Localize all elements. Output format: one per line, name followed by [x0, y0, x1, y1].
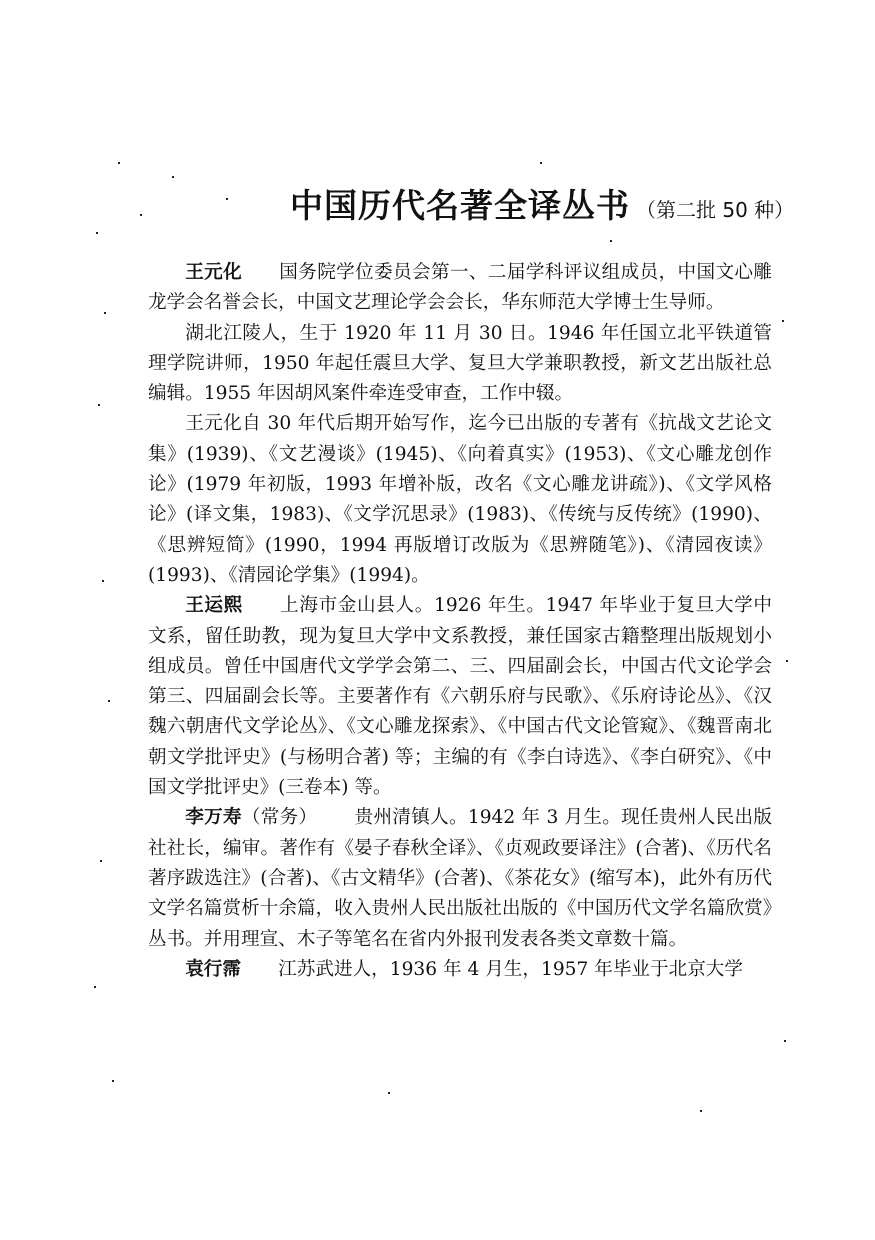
- page-title: [290, 180, 795, 227]
- editor-name-with-role: [185, 807, 317, 828]
- editor-role: （常务）: [241, 807, 318, 829]
- bio-paragraph: [148, 591, 772, 803]
- bio-paragraph: 湖北江陵人，生于 1920 年 11 月 30 日。1946 年任国立北平铁道管理学院讲师，1950 年起任震旦大学、复旦大学兼职教授，新文艺出版社总编辑。1955 年因胡风案件牵连受审查，工作中辍。: [148, 322, 772, 405]
- editor-name: 袁行霈: [185, 958, 241, 980]
- bio-text: 国务院学位委员会第一、二届学科评议组成员，中国文心雕龙学会名誉会长，中国文艺理论学会会长，华东师范大学博士生导师。: [148, 262, 772, 314]
- series-subtitle: （第二批 50 种）: [636, 198, 795, 222]
- editor-name: 李万寿: [185, 807, 242, 829]
- bio-paragraph: [148, 955, 772, 985]
- bio-text: 江苏武进人，1936 年 4 月生，1957 年毕业于北京大学: [278, 958, 743, 980]
- bio-paragraph: [148, 803, 772, 954]
- series-title: 中国历代名著全译丛书: [290, 186, 630, 225]
- editor-name: 王元化: [185, 262, 243, 283]
- editor-name: 王运熙: [185, 595, 243, 617]
- bio-paragraph: 王元化自 30 年代后期开始写作，迄今已出版的专著有《抗战文艺论文集》(1939)、《文艺漫谈》(1945)、《向着真实》(1953)、《文心雕龙创作论》(1979 年初版，1993 年增补版，改名《文心雕龙讲疏》)、《文学风格论》(译文集，1983)、《文学沉思录》(1983)、《传统与反传统》(1990)、《思辨短简》(1990，1994 再版增订改版为《思辨随笔》)、《清园夜读》(1993)、《清园论学集》(1994)。: [148, 413, 772, 586]
- bio-paragraph: [148, 258, 772, 319]
- bio-text: 贵州清镇人。1942 年 3 月生。现任贵州人民出版社社长，编审。著作有《晏子春秋全译》、《贞观政要译注》(合著)、《历代名著序跋选注》(合著)、《古文精华》(合著)、《茶花女》(缩写本)，此外有历代文学名篇赏析十余篇，收入贵州人民出版社出版的《中国历代文学名篇欣赏》丛书。并用理宣、木子等笔名在省内外报刊发表各类文章数十篇。: [148, 807, 772, 950]
- bio-text: 上海市金山县人。1926 年生。1947 年毕业于复旦大学中文系，留任助教，现为复旦大学中文系教授，兼任国家古籍整理出版规划小组成员。曾任中国唐代文学学会第二、三、四届副会长，中国古代文论学会第三、四届副会长等。主要著作有《六朝乐府与民歌》、《乐府诗论丛》、《汉魏六朝唐代文学论丛》、《文心雕龙探索》、《中国古代文论管窥》、《魏晋南北朝文学批评史》(与杨明合著) 等；主编的有《李白诗选》、《李白研究》、《中国文学批评史》(三卷本) 等。: [148, 595, 772, 799]
- editor-bios: [148, 258, 772, 985]
